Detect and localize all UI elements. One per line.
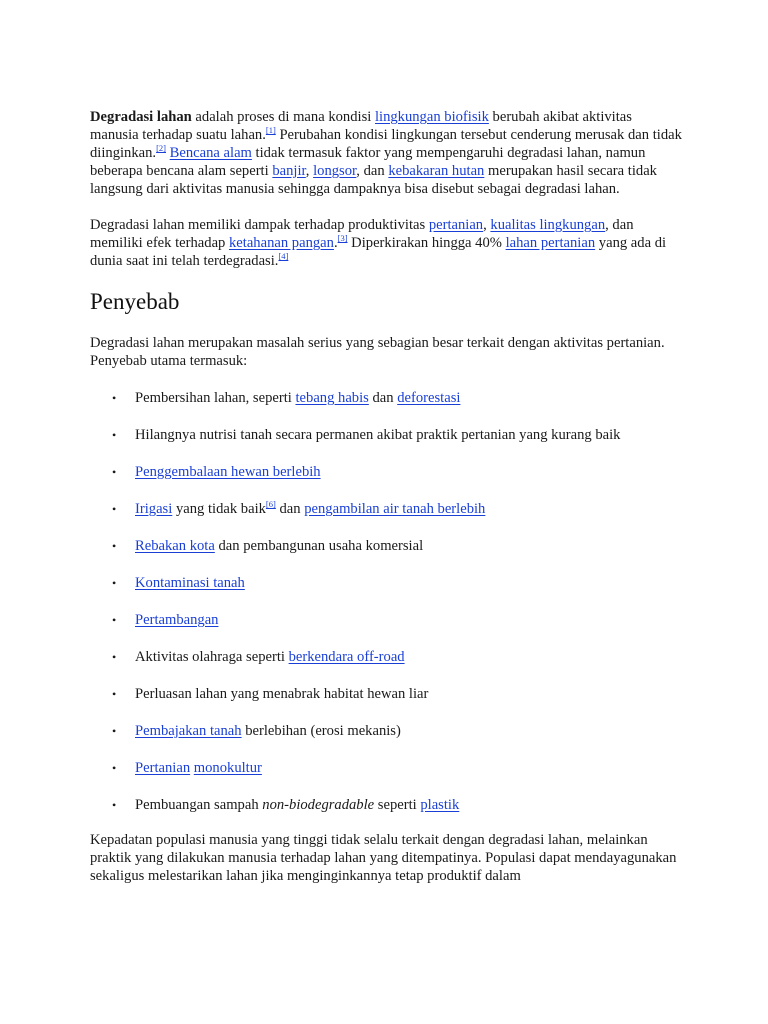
causes-intro-paragraph: Degradasi lahan merupakan masalah serius yang sebagian besar terkait dengan aktivitas pertanian. Penyebab utama termasuk: — [90, 335, 665, 369]
citation-link-6[interactable]: [6] — [265, 499, 276, 509]
citation-link-4[interactable]: [4] — [278, 251, 289, 261]
link-pembajakan-tanah[interactable]: Pembajakan tanah — [135, 723, 242, 739]
citation-3 — [338, 233, 348, 243]
list-item — [90, 685, 682, 722]
text-span: adalah proses di mana kondisi — [191, 109, 375, 125]
text-span: merupakan hasil secara tidak langsung dari aktivitas manusia sehingga dampaknya bisa disebut sebagai degradasi lahan. — [90, 163, 657, 197]
text-span: berlebihan (erosi mekanis) — [241, 723, 401, 739]
citation-link-3[interactable]: [3] — [337, 233, 348, 243]
link-ketahanan-pangan[interactable]: ketahanan pangan — [229, 235, 334, 251]
bullet-icon: • — [112, 650, 117, 664]
citation-link-2[interactable]: [2] — [156, 143, 166, 153]
link-tebang-habis[interactable]: tebang habis — [295, 390, 369, 406]
bullet-icon: • — [112, 465, 117, 479]
list-item — [90, 648, 682, 685]
bullet-icon: • — [112, 724, 117, 738]
link-deforestasi[interactable]: deforestasi — [397, 390, 461, 406]
link-berkendara-off-road[interactable]: berkendara off-road — [288, 649, 405, 665]
text-span: seperti — [374, 797, 421, 813]
text-span: Degradasi lahan memiliki dampak terhadap produktivitas — [90, 217, 429, 233]
link-monokultur[interactable]: monokultur — [193, 760, 262, 776]
section-heading-penyebab: Penyebab — [90, 289, 180, 314]
impact-paragraph — [90, 216, 682, 270]
list-item — [90, 463, 682, 500]
text-span: yang tidak baik — [172, 501, 266, 517]
citation-2 — [156, 143, 166, 153]
link-rebakan-kota[interactable]: Rebakan kota — [135, 538, 215, 554]
link-longsor[interactable]: longsor — [313, 163, 357, 179]
text-span: dan — [275, 501, 305, 517]
list-item — [90, 574, 682, 611]
text-span: , — [483, 217, 491, 233]
citation-1 — [266, 125, 276, 135]
bullet-icon: • — [112, 428, 117, 442]
bullet-icon: • — [112, 539, 117, 553]
bullet-icon: • — [112, 502, 117, 516]
population-paragraph: Kepadatan populasi manusia yang tinggi tidak selalu terkait dengan degradasi lahan, melainkan praktik yang dilakukan manusia terhadap lahan yang ditempatinya. Populasi dapat mendayagunakan sekaligus melestarikan lahan jika menginginkannya tetap produktif dalam — [90, 832, 677, 884]
text-span: Diperkirakan hingga 40% — [347, 235, 506, 251]
link-pengambilan-air-tanah-berlebih[interactable]: pengambilan air tanah berlebih — [304, 501, 486, 517]
bullet-icon: • — [112, 391, 117, 405]
bullet-icon: • — [112, 613, 117, 627]
link-banjir[interactable]: banjir — [272, 163, 306, 179]
link-kebakaran-hutan[interactable]: kebakaran hutan — [388, 163, 485, 179]
list-item — [90, 500, 682, 537]
text-span: Hilangnya nutrisi tanah secara permanen akibat praktik pertanian yang kurang baik — [135, 427, 621, 443]
link-lahan-pertanian[interactable]: lahan pertanian — [505, 235, 596, 251]
list-item — [90, 611, 682, 648]
text-span: dan — [368, 390, 398, 406]
list-item — [90, 796, 682, 833]
term-degradasi-lahan: Degradasi lahan — [90, 109, 192, 125]
citation-link-1[interactable]: [1] — [265, 125, 276, 135]
text-span: Perubahan kondisi lingkungan tersebut cenderung merusak dan tidak diinginkan. — [90, 127, 682, 161]
intro-paragraph — [90, 108, 682, 198]
text-span: dan pembangunan usaha komersial — [214, 538, 424, 554]
text-span: berubah akibat aktivitas manusia terhadap suatu lahan. — [90, 109, 632, 143]
link-penggembalaan-hewan-berlebih[interactable]: Penggembalaan hewan berlebih — [135, 464, 321, 480]
text-span: Aktivitas olahraga seperti — [135, 649, 289, 665]
link-kontaminasi-tanah[interactable]: Kontaminasi tanah — [135, 575, 245, 591]
bullet-icon: • — [112, 687, 117, 701]
bullet-icon: • — [112, 761, 117, 775]
link-lingkungan-biofisik[interactable]: lingkungan biofisik — [374, 109, 489, 125]
text-span: , dan memiliki efek terhadap — [90, 217, 634, 251]
list-item — [90, 426, 682, 463]
link-pertanian[interactable]: pertanian — [428, 217, 484, 233]
text-span: yang ada di dunia saat ini telah terdegradasi. — [90, 235, 667, 269]
link-bencana-alam[interactable]: Bencana alam — [169, 145, 252, 161]
citation-6 — [266, 499, 276, 509]
text-span: . — [333, 235, 338, 251]
link-kualitas-lingkungan[interactable]: kualitas lingkungan — [490, 217, 606, 233]
list-item — [90, 537, 682, 574]
text-span: Pembersihan lahan, seperti — [135, 390, 296, 406]
text-span: Perluasan lahan yang menabrak habitat hewan liar — [135, 686, 429, 702]
text-span: Pembuangan sampah — [135, 797, 263, 813]
bullet-icon: • — [112, 576, 117, 590]
bullet-icon: • — [112, 798, 117, 812]
text-span: , dan — [356, 163, 389, 179]
causes-list — [90, 389, 682, 833]
text-span: tidak termasuk faktor yang mempengaruhi degradasi lahan, namun beberapa bencana alam seperti — [90, 145, 646, 179]
text-span: , — [305, 163, 314, 179]
link-pertambangan[interactable]: Pertambangan — [135, 612, 219, 628]
emphasis-non-biodegradable: non-biodegradable — [262, 797, 375, 813]
list-item — [90, 389, 682, 426]
article-content — [90, 108, 682, 885]
link-pertanian-item[interactable]: Pertanian — [135, 760, 191, 776]
list-item — [90, 759, 682, 796]
link-irigasi[interactable]: Irigasi — [135, 501, 173, 517]
list-item — [90, 722, 682, 759]
citation-4 — [278, 251, 288, 261]
link-plastik[interactable]: plastik — [420, 797, 460, 813]
